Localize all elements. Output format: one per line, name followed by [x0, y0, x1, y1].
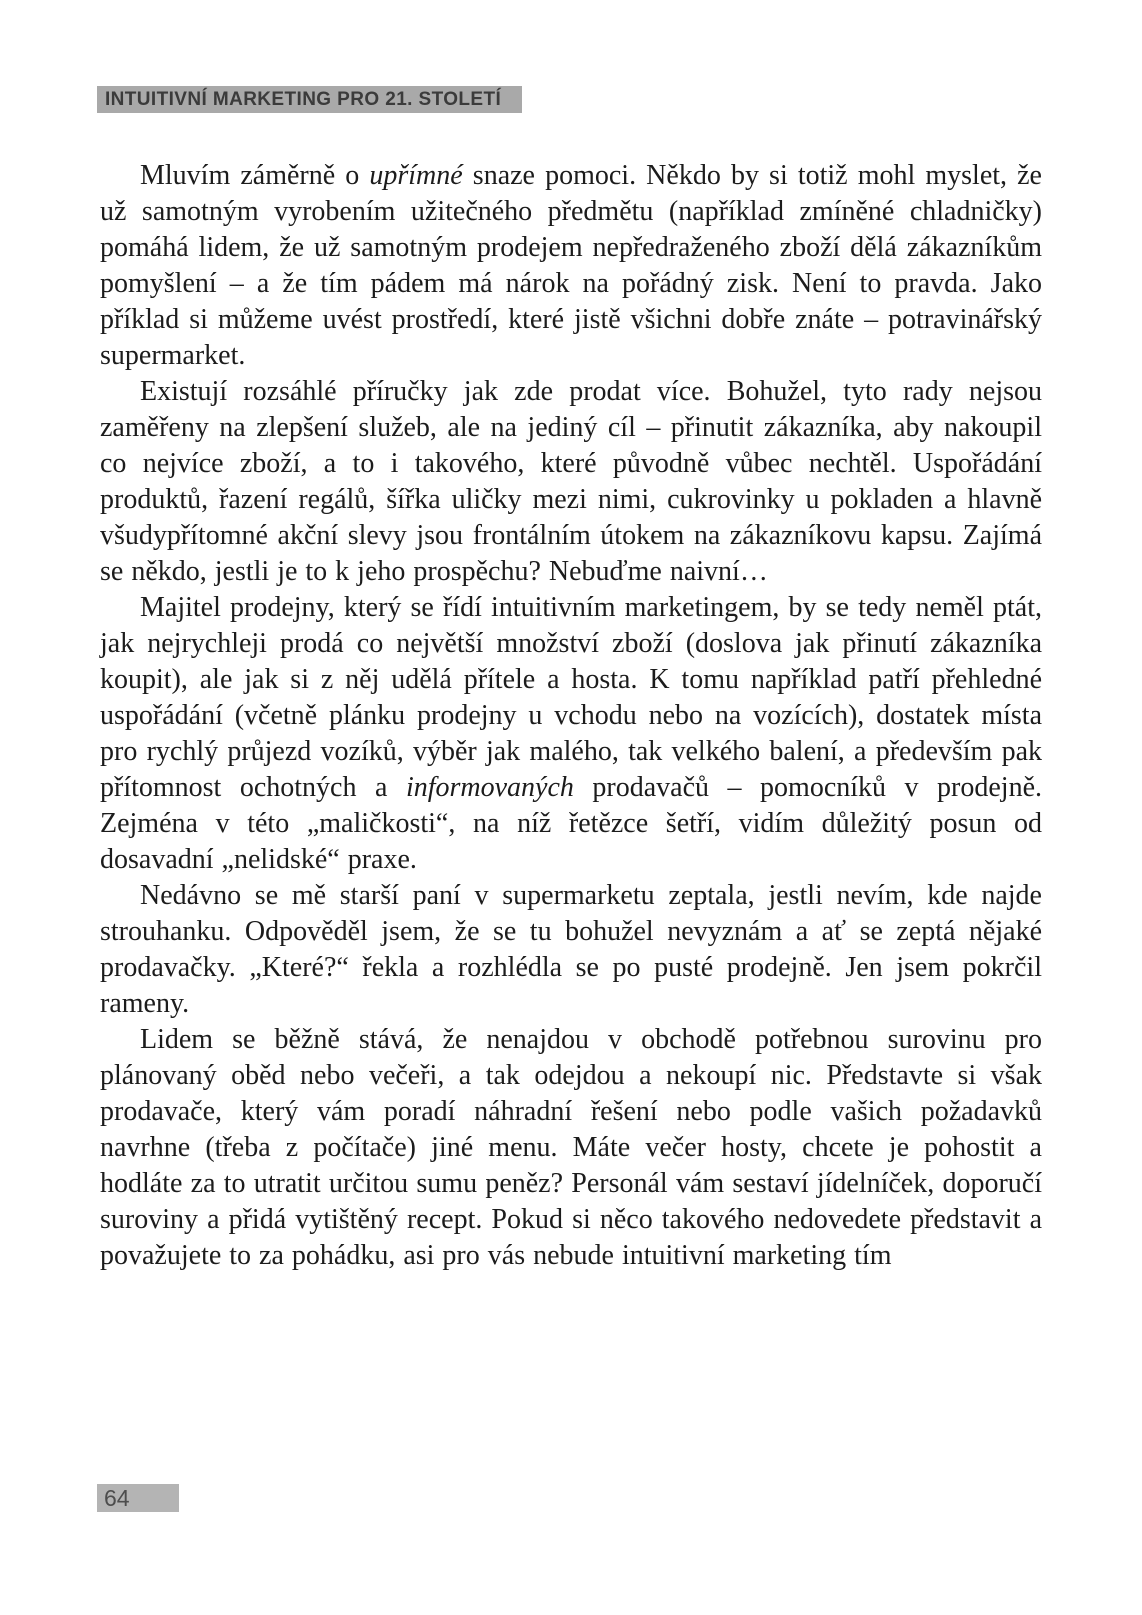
text-run: Majitel prodejny, který se řídí intuitivním marketingem, by se tedy neměl ptát, jak nejrychleji prodá co největší množství zboží (doslova jak přinutí zákazníka koupit), ale jak si z něj udělá přítele a hosta. K tomu například patří přehledné uspořádání (včetně plánku prodejny u vchodu nebo na vozících), dostatek místa pro rychlý průjezd vozíků, výběr jak malého, tak velkého balení, a především pak přítomnost ochotných a [100, 592, 1042, 803]
text-run: Nedávno se mě starší paní v supermarketu zeptala, jestli nevím, kde najde strouhanku. Odpověděl jsem, že se tu bohužel nevyznám a ať se zeptá nějaké prodavačky. „Které?“ řekla a rozhlédla se po pusté prodejně. Jen jsem pokrčil rameny. [100, 880, 1042, 1019]
italic-text-run: informovaných [405, 772, 574, 803]
running-header-label: INTUITIVNÍ MARKETING PRO 21. STOLETÍ [105, 88, 502, 110]
paragraph [100, 374, 1042, 590]
text-run: prodavačů – pomocníků v prodejně. Zejména v této „maličkosti“, na níž řetězce šetří, vidím důležitý posun od dosavadní „nelidské“ praxe. [100, 772, 1042, 875]
page-number [97, 1484, 179, 1512]
paragraph [100, 878, 1042, 1022]
text-run: snaze pomoci. Někdo by si totiž mohl myslet, že už samotným vyrobením užitečného předmětu (například zmíněné chladničky) pomáhá lidem, že už samotným prodejem nepředraženého zboží dělá zákazníkům pomyšlení – a že tím pádem má nárok na pořádný zisk. Není to pravda. Jako příklad si můžeme uvést prostředí, které jistě všichni dobře znáte – potravinářský supermarket. [100, 160, 1042, 371]
text-run: Mluvím záměrně o [140, 160, 370, 191]
body-text [100, 158, 1042, 1274]
italic-text-run: upřímné [369, 160, 463, 191]
running-header [97, 86, 522, 113]
page-number-label: 64 [104, 1484, 130, 1511]
text-run: Lidem se běžně stává, že nenajdou v obchodě potřebnou surovinu pro plánovaný oběd nebo večeři, a tak odejdou a nekoupí nic. Představte si však prodavače, který vám poradí náhradní řešení nebo podle vašich požadavků navrhne (třeba z počítače) jiné menu. Máte večer hosty, chcete je pohostit a hodláte za to utratit určitou sumu peněz? Personál vám sestaví jídelníček, doporučí suroviny a přidá vytištěný recept. Pokud si něco takového nedovedete představit a považujete to za pohádku, asi pro vás nebude intuitivní marketing tím [100, 1024, 1042, 1271]
paragraph [100, 158, 1042, 374]
paragraph [100, 1022, 1042, 1274]
paragraph [100, 590, 1042, 878]
text-run: Existují rozsáhlé příručky jak zde prodat více. Bohužel, tyto rady nejsou zaměřeny na zlepšení služeb, ale na jediný cíl – přinutit zákazníka, aby nakoupil co nejvíce zboží, a to i takového, které původně vůbec nechtěl. Uspořádání produktů, řazení regálů, šířka uličky mezi nimi, cukrovinky u pokladen a hlavně všudypřítomné akční slevy jsou frontálním útokem na zákazníkovu kapsu. Zajímá se někdo, jestli je to k jeho prospěchu? Nebuďme naivní… [100, 376, 1042, 587]
